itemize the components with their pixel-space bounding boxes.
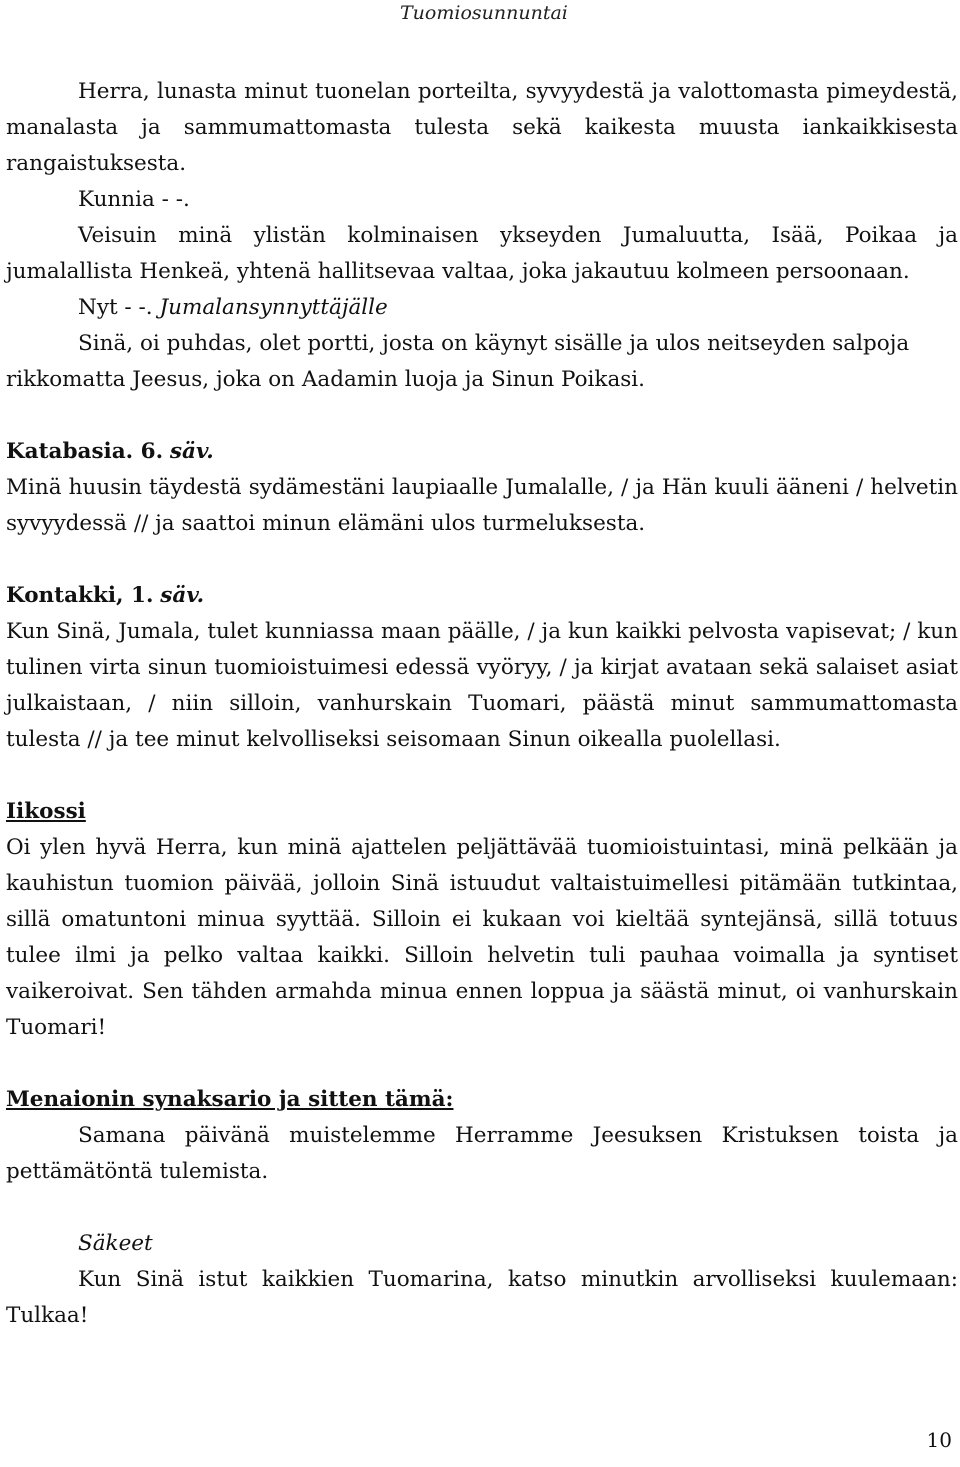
page-number: 10 (926, 1428, 952, 1452)
theotokion-body: Sinä, oi puhdas, olet portti, josta on käynyt sisälle ja ulos neitseyden salpoja rikkomatta Jeesus, joka on Aadamin luoja ja Sinun Poikasi. (6, 331, 910, 392)
prayer-paragraph: Herra, lunasta minut tuonelan porteilta, syvyydestä ja valottomasta pimeydestä, manalasta ja sammumattomasta tulesta sekä kaikesta muusta iankaikkisesta rangaistuksesta. (6, 79, 958, 176)
document-body (6, 74, 958, 1334)
kontakki-heading (6, 578, 958, 614)
katabasia-heading (6, 434, 958, 470)
verses-heading: Säkeet (78, 1231, 153, 1256)
katabasia-text: Minä huusin täydestä sydämestäni laupiaalle Jumalalle, / ja Hän kuuli ääneni / helvetin syvyydessä // ja saattoi minun elämäni ulos turmeluksesta. (6, 475, 958, 536)
running-header: Tuomiosunnuntai (400, 2, 568, 24)
katabasia-tone: säv. (169, 439, 214, 464)
katabasia-label: Katabasia. 6. (6, 439, 164, 464)
verses-text: Kun Sinä istut kaikkien Tuomarina, katso minutkin arvolliseksi kuulemaan: Tulkaa! (6, 1267, 958, 1328)
kontakki-tone: säv. (160, 583, 205, 608)
theotokion-label: Jumalansynnyttäjälle (159, 295, 388, 320)
nyt-text: Nyt - -. (78, 295, 153, 320)
synaksario-heading: Menaionin synaksario ja sitten tämä: (6, 1087, 454, 1112)
kontakki-label: Kontakki, 1. (6, 583, 154, 608)
nyt-line (6, 290, 958, 326)
ikossi-heading: Iikossi (6, 799, 86, 824)
kunnia-line: Kunnia - -. (78, 187, 190, 212)
theotokion-text (6, 326, 958, 398)
ikossi-text: Oi ylen hyvä Herra, kun minä ajattelen peljättävää tuomioistuintasi, minä pelkään ja kauhistun tuomion päivää, jolloin Sinä istuudut valtaistuimellesi pitämään tutkintaa, sillä omatuntoni minua syyttää. Silloin ei kukaan voi kieltää syntejänsä, sillä totuus tulee ilmi ja pelko valtaa kaikki. Silloin helvetin tuli pauhaa voimalla ja syntiset vaikeroivat. Sen tähden armahda minua ennen loppua ja säästä minut, oi vanhurskain Tuomari! (6, 835, 958, 1040)
synaksario-text: Samana päivänä muistelemme Herramme Jeesuksen Kristuksen toista ja pettämätöntä tulemista. (6, 1123, 958, 1184)
trinity-hymn: Veisuin minä ylistän kolminaisen ykseyden Jumaluutta, Isää, Poikaa ja jumalallista Henkeä, yhtenä hallitsevaa valtaa, joka jakautuu kolmeen persoonaan. (6, 223, 958, 284)
kontakki-text: Kun Sinä, Jumala, tulet kunniassa maan päälle, / ja kun kaikki pelvosta vapisevat; / kun tulinen virta sinun tuomioistuimesi edessä vyöryy, / ja kirjat avataan sekä salaiset asiat julkaistaan, / niin silloin, vanhurskain Tuomari, päästä minut sammumattomasta tulesta // ja tee minut kelvolliseksi seisomaan Sinun oikealla puolellasi. (6, 619, 958, 752)
